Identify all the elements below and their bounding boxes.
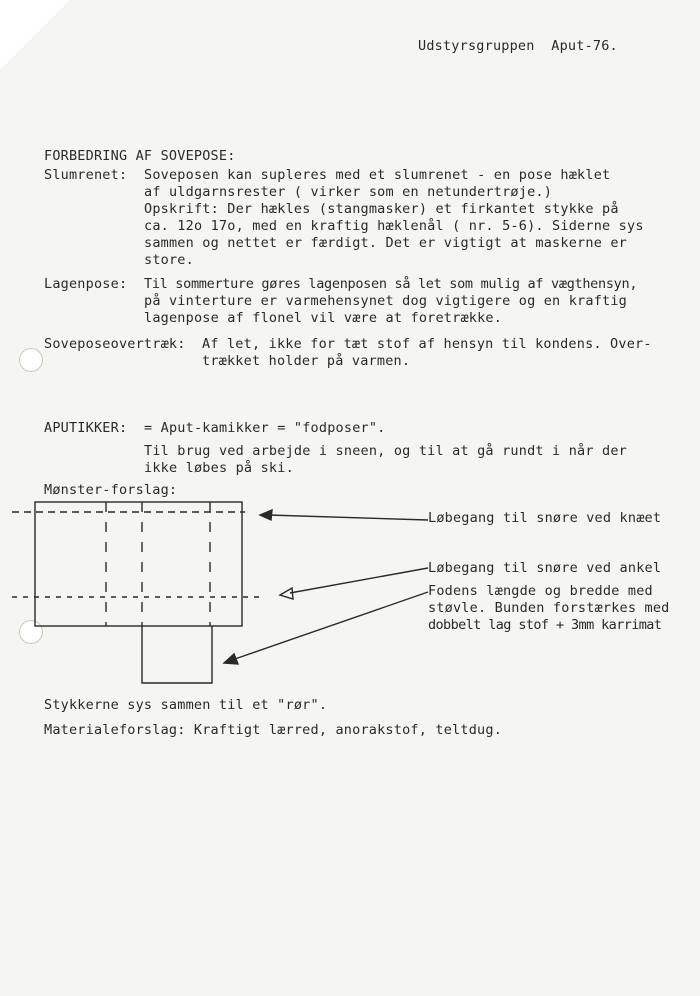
slumrenet-label: Slumrenet: bbox=[44, 167, 128, 183]
aputikker-title: APUTIKKER: bbox=[44, 420, 128, 436]
slumrenet-line: Soveposen kan supleres med et slumrenet - en pose hæklet bbox=[144, 167, 611, 183]
lagenpose-line: lagenpose af flonel vil være at foretrække. bbox=[144, 310, 503, 326]
punch-hole-upper bbox=[19, 348, 43, 372]
slumrenet-line: store. bbox=[144, 252, 194, 268]
materials-note: Materialeforslag: Kraftigt lærred, anorakstof, teltdug. bbox=[44, 722, 503, 738]
aputikker-title-rest: = Aput-kamikker = "fodposer". bbox=[144, 420, 386, 436]
assembly-note: Stykkerne sys sammen til et "rør". bbox=[44, 697, 328, 713]
knee-arrowhead bbox=[260, 510, 272, 520]
sole-pattern-piece bbox=[142, 626, 212, 683]
foot-arrow-line bbox=[232, 592, 428, 660]
ankle-annotation: Løbegang til snøre ved ankel bbox=[428, 560, 662, 576]
slumrenet-line: ca. 12o 17o, med en kraftig hæklenål ( nr. 5-6). Siderne sys bbox=[144, 218, 644, 234]
foot-arrowhead bbox=[224, 654, 238, 664]
aputikker-desc-line: ikke løbes på ski. bbox=[144, 460, 294, 476]
overtraek-label: Soveposeovertræk: bbox=[44, 336, 186, 352]
slumrenet-line: Opskrift: Der hækles (stangmasker) et firkantet stykke på bbox=[144, 201, 619, 217]
lagenpose-label: Lagenpose: bbox=[44, 276, 128, 292]
header-org: Udstyrsgruppen Aput-76. bbox=[418, 38, 618, 54]
lagenpose-line: Til sommerture gøres lagenposen så let som mulig af vægthensyn, bbox=[144, 276, 638, 292]
section-title: FORBEDRING AF SOVEPOSE: bbox=[44, 148, 236, 164]
knee-arrow-line bbox=[268, 515, 428, 520]
main-pattern-piece bbox=[35, 502, 242, 626]
aputikker-desc-line: Til brug ved arbejde i sneen, og til at gå rundt i når der bbox=[144, 443, 628, 459]
lagenpose-line: på vinterture er varmehensynet dog vigtigere og en kraftig bbox=[144, 293, 628, 309]
slumrenet-line: af uldgarnsrester ( virker som en netundertrøje.) bbox=[144, 184, 553, 200]
ankle-arrow-line bbox=[290, 568, 428, 593]
pattern-label: Mønster-forslag: bbox=[44, 482, 178, 498]
overtraek-line: trækket holder på varmen. bbox=[202, 353, 411, 369]
foot-annotation-line: støvle. Bunden forstærkes med bbox=[428, 600, 670, 616]
foot-annotation-line: Fodens længde og bredde med bbox=[428, 583, 653, 599]
slumrenet-line: sammen og nettet er færdigt. Det er vigtigt at maskerne er bbox=[144, 235, 628, 251]
knee-annotation: Løbegang til snøre ved knæet bbox=[428, 510, 662, 526]
torn-corner bbox=[0, 0, 70, 70]
overtraek-line: Af let, ikke for tæt stof af hensyn til kondens. Over- bbox=[202, 336, 652, 352]
foot-annotation-line: dobbelt lag stof + 3mm karrimat bbox=[428, 617, 662, 633]
